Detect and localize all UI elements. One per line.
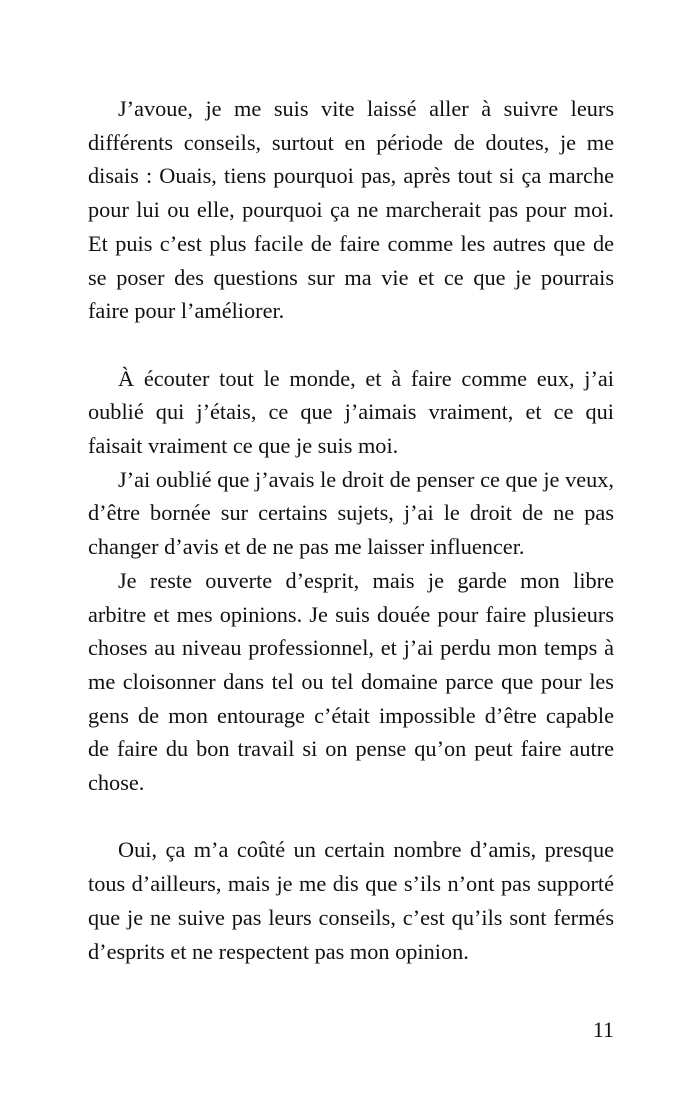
paragraph-3: J’ai oublié que j’avais le droit de penser ce que je veux, d’être bornée sur certains sujets, j’ai le droit de ne pas changer d’avis et de ne pas me laisser influencer.	[88, 466, 614, 560]
paragraph-2: À écouter tout le monde, et à faire comme eux, j’ai oublié qui j’étais, ce que j’aimais vraiment, et ce qui faisait vraiment ce que je suis moi.	[88, 365, 614, 459]
page-body	[88, 92, 614, 968]
paragraph-4: Je reste ouverte d’esprit, mais je garde mon libre arbitre et mes opinions. Je suis douée pour faire plusieurs choses au niveau professionnel, et j’ai perdu mon temps à me cloisonner dans tel ou tel domaine parce que pour les gens de mon entourage c’était impossible d’être capable de faire du bon travail si on pense qu’on peut faire autre chose.	[88, 567, 614, 796]
paragraph-1: J’avoue, je me suis vite laissé aller à suivre leurs différents conseils, surtout en période de doutes, je me disais : Ouais, tiens pourquoi pas, après tout si ça marche pour lui ou elle, pourquoi ça ne marcherait pas pour moi. Et puis c’est plus facile de faire comme les autres que de se poser des questions sur ma vie et ce que je pourrais faire pour l’améliorer.	[88, 96, 614, 324]
paragraph-5: Oui, ça m’a coûté un certain nombre d’amis, presque tous d’ailleurs, mais je me dis que s’ils n’ont pas supporté que je ne suive pas leurs conseils, c’est qu’ils sont fermés d’esprits et ne respectent pas mon opinion.	[88, 837, 614, 964]
page-number: 11	[592, 1017, 614, 1042]
